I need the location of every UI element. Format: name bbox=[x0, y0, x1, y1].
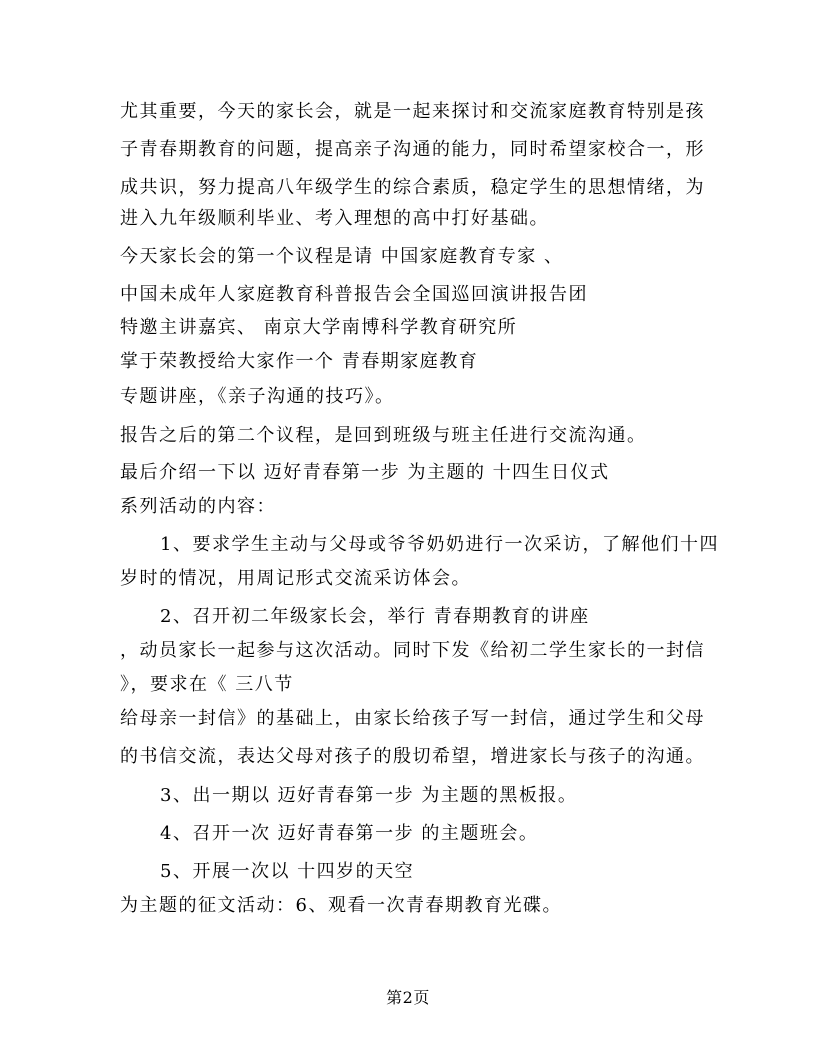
body-line: 掌于荣教授给大家作一个 青春期家庭教育 bbox=[120, 351, 479, 372]
body-line: 特邀主讲嘉宾、 南京大学南博科学教育研究所 bbox=[120, 317, 518, 338]
body-line: ，动员家长一起参与这次活动。同时下发《给初二学生家长的一封信 bbox=[120, 640, 705, 661]
body-line: 》，要求在《 三八节 bbox=[120, 674, 294, 695]
body-line: 尤其重要，今天的家长会，就是一起来探讨和交流家庭教育特别是孩 bbox=[120, 101, 705, 122]
body-line: 进入九年级顺利毕业、考入理想的高中打好基础。 bbox=[120, 208, 549, 229]
body-line: 的书信交流，表达父母对孩子的殷切希望，增进家长与孩子的沟通。 bbox=[120, 746, 705, 767]
list-item-line: 2、召开初二年级家长会，举行 青春期教育的讲座 bbox=[160, 606, 590, 627]
body-line: 给母亲一封信》的基础上，由家长给孩子写一封信，通过学生和父母 bbox=[120, 708, 705, 729]
body-line: 中国未成年人家庭教育科普报告会全国巡回演讲报告团 bbox=[120, 284, 588, 305]
body-line: 专题讲座，《亲子沟通的技巧》。 bbox=[120, 386, 395, 407]
body-line: 报告之后的第二个议程，是回到班级与班主任进行交流沟通。 bbox=[120, 425, 647, 446]
body-line: 为主题的征文活动：6、观看一次青春期教育光碟。 bbox=[120, 895, 562, 916]
list-item-line: 4、召开一次 迈好青春第一步 的主题班会。 bbox=[160, 823, 539, 844]
list-item-line: 3、出一期以 迈好青春第一步 为主题的黑板报。 bbox=[160, 785, 578, 806]
body-line: 系列活动的内容： bbox=[120, 496, 276, 517]
body-line: 岁时的情况，用周记形式交流采访体会。 bbox=[120, 568, 471, 589]
body-line: 子青春期教育的问题，提高亲子沟通的能力，同时希望家校合一，形 bbox=[120, 139, 705, 160]
body-line: 最后介绍一下以 迈好青春第一步 为主题的 十四生日仪式 bbox=[120, 462, 610, 483]
body-line: 成共识，努力提高八年级学生的综合素质，稳定学生的思想情绪，为 bbox=[120, 177, 705, 198]
list-item-line: 5、开展一次以 十四岁的天空 bbox=[160, 861, 415, 882]
page-number: 第2页 bbox=[386, 988, 430, 1007]
list-item-line: 1、要求学生主动与父母或爷爷奶奶进行一次采访，了解他们十四 bbox=[160, 534, 719, 555]
body-line: 今天家长会的第一个议程是请 中国家庭教育专家 、 bbox=[120, 246, 564, 267]
